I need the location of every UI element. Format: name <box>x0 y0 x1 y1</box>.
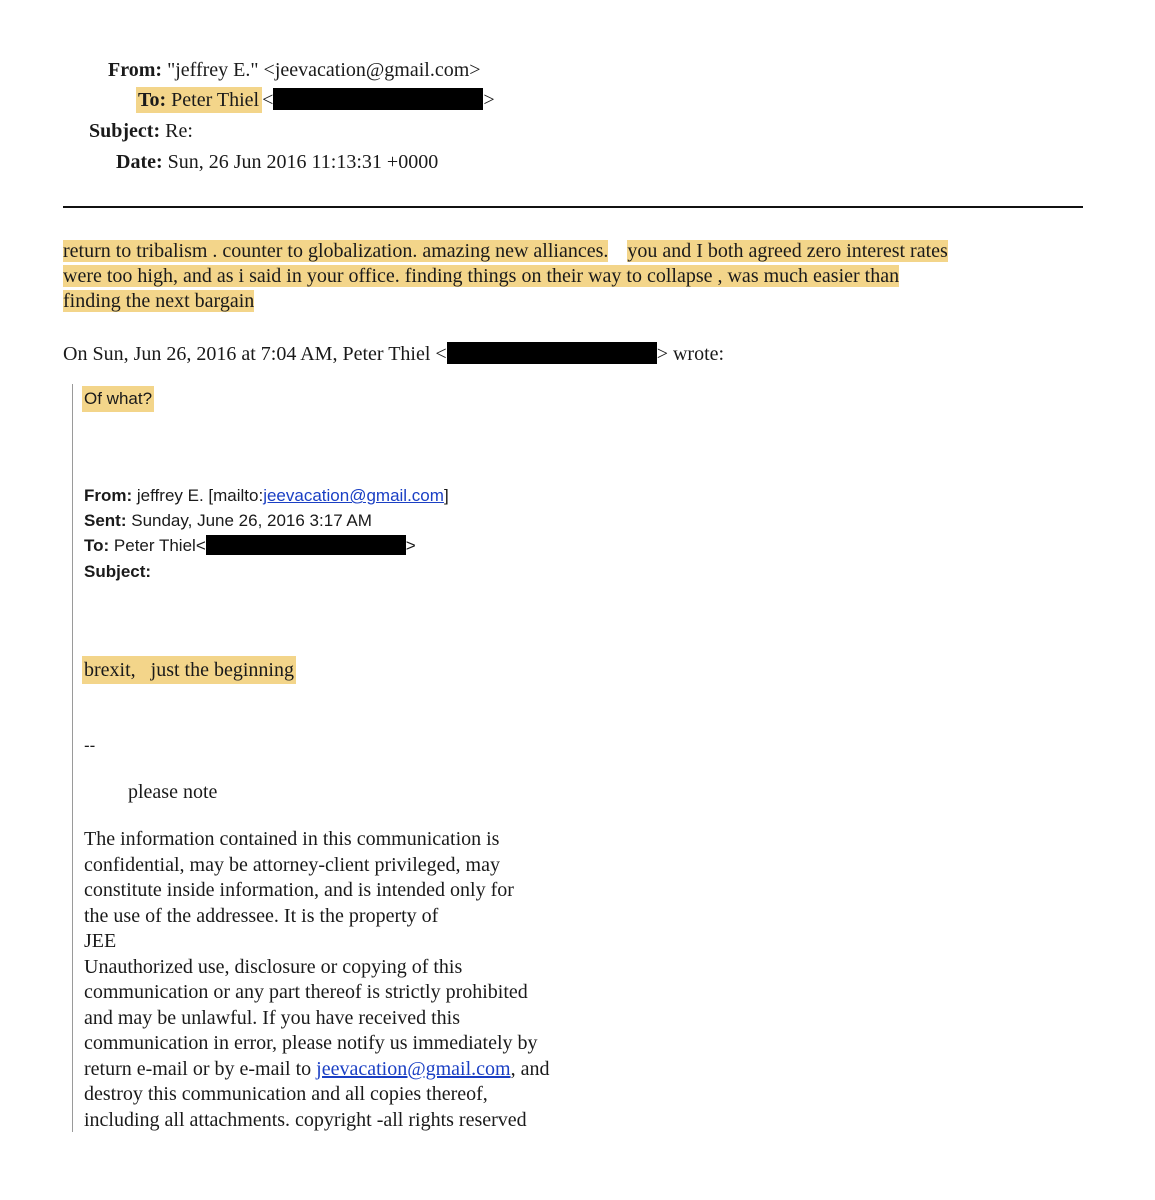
disclaimer-line: and may be unlawful. If you have received this <box>84 1006 460 1029</box>
disclaimer-line: destroy this communication and all copies thereof, <box>84 1083 488 1105</box>
disclaimer-notify-prefix: return e-mail or by e-mail to <box>84 1057 317 1080</box>
message-line-3-text: finding the next bargain <box>63 290 255 312</box>
disclaimer-line: constitute inside information, and is intended only for <box>84 879 514 901</box>
to-name: Peter Thiel <box>171 89 260 111</box>
reply-attribution-prefix: On Sun, Jun 26, 2016 at 7:04 AM, Peter Thiel < <box>63 343 447 365</box>
disclaimer-line: JEE <box>84 930 117 952</box>
signature-separator: -- <box>84 736 96 755</box>
reply-attribution-suffix: > wrote: <box>656 343 725 365</box>
message-line-3 <box>63 289 254 314</box>
disclaimer-email-link[interactable]: jeevacation@gmail.com <box>316 1057 511 1080</box>
to-highlight <box>136 87 262 113</box>
disclaimer-line: Unauthorized use, disclosure or copying of this <box>84 955 463 978</box>
date-label: Date: <box>116 151 163 173</box>
subject-label: Subject: <box>89 120 161 142</box>
redaction-bar <box>273 88 483 110</box>
disclaimer-notify-suffix: , and <box>510 1057 550 1080</box>
disclaimer-line: the use of the addressee. It is the property of <box>84 904 439 927</box>
fwd-subject-label: Subject: <box>84 562 152 581</box>
header-from-row <box>108 58 481 82</box>
fwd-to-row <box>84 534 416 558</box>
reply-attribution <box>63 341 724 367</box>
to-open-bracket: < <box>262 89 274 111</box>
fwd-to-label: To: <box>84 536 110 555</box>
please-note: please note <box>128 781 218 803</box>
fwd-to-open: < <box>195 536 206 555</box>
to-label: To: <box>138 89 167 111</box>
redaction-bar <box>206 535 406 555</box>
header-to-row <box>136 88 495 112</box>
date-value: Sun, 26 Jun 2016 11:13:31 +0000 <box>167 151 439 173</box>
message-line-2 <box>63 264 899 289</box>
fwd-sent-row <box>84 509 372 533</box>
header-subject-row <box>89 119 193 143</box>
fwd-from-email-link[interactable]: jeevacation@gmail.com <box>263 486 444 505</box>
disclaimer-line: confidential, may be attorney-client privileged, may <box>84 853 500 876</box>
from-value: "jeffrey E." <jeevacation@gmail.com> <box>167 59 481 81</box>
disclaimer-line: communication in error, please notify us immediately by <box>84 1032 538 1054</box>
fwd-to-close: > <box>405 536 416 555</box>
fwd-subject-row <box>84 560 151 584</box>
fwd-to-name: Peter Thiel <box>113 536 196 555</box>
fwd-sent-label: Sent: <box>84 511 127 530</box>
message-line-1 <box>63 239 948 264</box>
disclaimer-line: communication or any part thereof is strictly prohibited <box>84 981 528 1003</box>
from-label: From: <box>108 59 163 81</box>
message-line-2-text: were too high, and as i said in your office. finding things on their way to collapse , was much easier than <box>63 265 900 287</box>
disclaimer-line: The information contained in this communication is <box>84 828 500 850</box>
header-date-row <box>116 150 438 174</box>
fwd-from-close: ] <box>443 486 449 505</box>
fwd-from-label: From: <box>84 486 133 505</box>
quoted-reply-text: Of what? <box>82 386 154 412</box>
fwd-from-name: jeffrey E. [mailto: <box>136 486 264 505</box>
redaction-bar <box>447 342 657 364</box>
message-line-1b: you and I both agreed zero interest rates <box>627 240 948 262</box>
fwd-from-row <box>84 484 449 508</box>
disclaimer-line: including all attachments. copyright -all rights reserved <box>84 1108 527 1131</box>
quote-bar <box>72 384 73 1132</box>
subject-value: Re: <box>165 120 193 142</box>
header-divider <box>63 206 1083 208</box>
disclaimer-notify-line <box>84 1057 549 1083</box>
message-line-1a: return to tribalism . counter to globalization. amazing new alliances. <box>63 240 609 262</box>
fwd-sent-value: Sunday, June 26, 2016 3:17 AM <box>131 511 372 530</box>
to-close-bracket: > <box>483 89 495 111</box>
original-message-text: brexit, just the beginning <box>82 656 296 684</box>
